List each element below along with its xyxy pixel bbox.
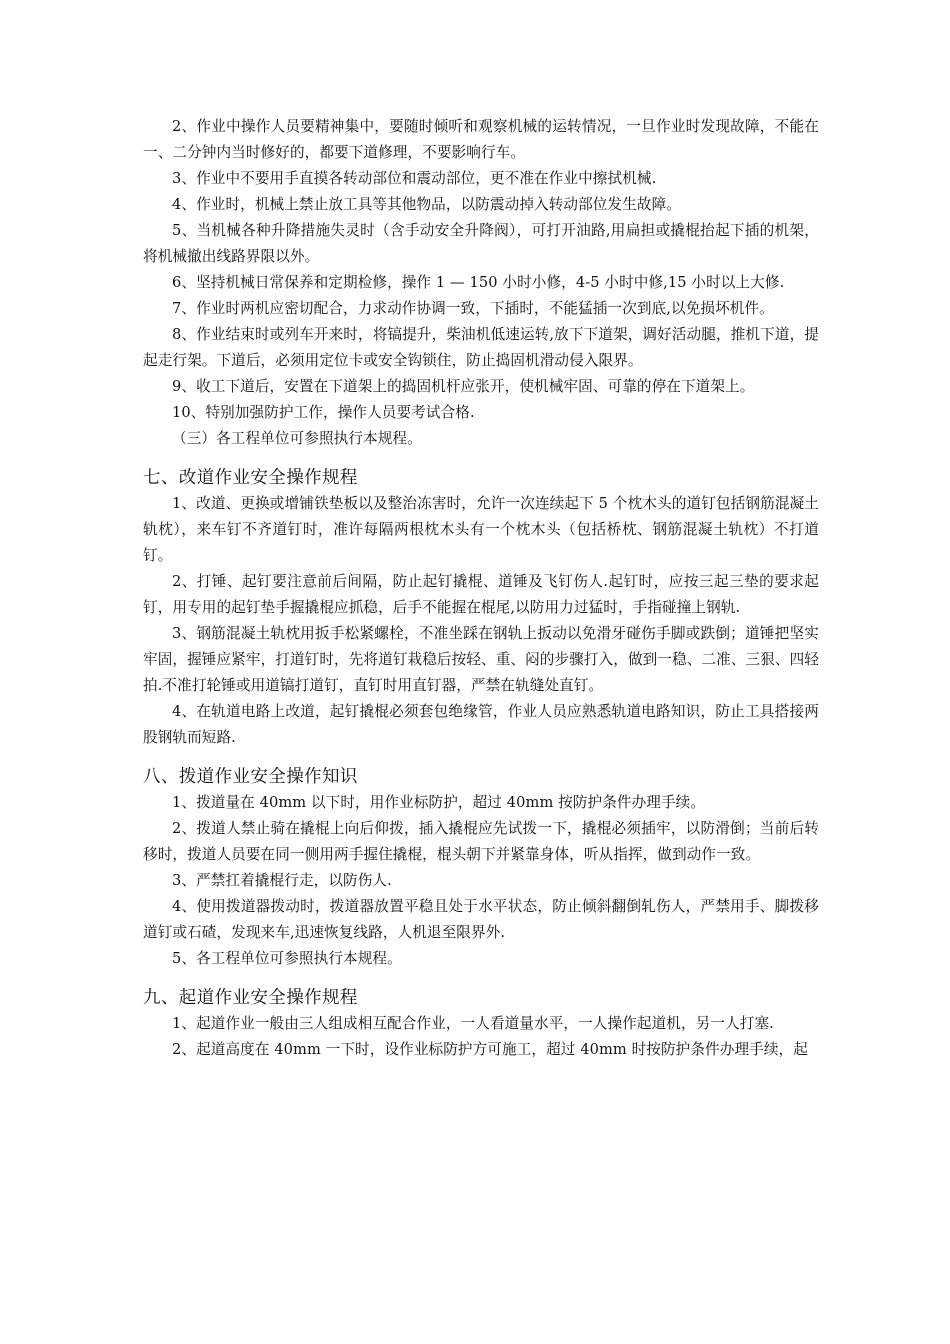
- intro-block: [143, 114, 819, 452]
- paragraph: 7、作业时两机应密切配合，力求动作协调一致，下插时，不能猛插一次到底,以免损坏机件。: [172, 300, 774, 317]
- section-heading: 八、拨道作业安全操作知识: [143, 767, 358, 787]
- section-heading: 七、改道作业安全操作规程: [143, 468, 358, 488]
- paragraph: 9、收工下道后，安置在下道架上的捣固机杆应张开，使机械牢固、可靠的停在下道架上。: [172, 378, 755, 395]
- paragraph: 4、作业时，机械上禁止放工具等其他物品，以防震动掉入转动部位发生故障。: [172, 196, 681, 213]
- paragraph: 10、特别加强防护工作，操作人员要考试合格.: [172, 404, 475, 421]
- paragraph: 5、当机械各种升降措施失灵时（含手动安全升降阀），可打开油路,用扁担或撬棍抬起下插的机架，将机械撤出线路界限以外。: [143, 222, 819, 265]
- paragraph: 3、作业中不要用手直摸各转动部位和震动部位，更不准在作业中擦拭机械.: [172, 170, 657, 187]
- paragraph: 3、严禁扛着撬棍行走，以防伤人.: [172, 872, 392, 889]
- paragraph: 2、作业中操作人员要精神集中，要随时倾听和观察机械的运转情况，一旦作业时发现故障，不能在一、二分钟内当时修好的，都要下道修理，不要影响行车。: [143, 118, 819, 161]
- paragraph: 5、各工程单位可参照执行本规程。: [172, 950, 402, 967]
- paragraph: 3、钢筋混凝土轨枕用扳手松紧螺栓，不准坐踩在钢轨上扳动以免滑牙碰伤手脚或跌倒；道锤把坚实牢固，握锤应紧牢，打道钉时，先将道钉栽稳后按轻、重、闷的步骤打入，做到一稳、二准、三狠、四轻拍.不准打轮锤或用道镐打道钉，直钉时用直钉器，严禁在轨缝处直钉。: [143, 625, 819, 694]
- paragraph: 2、拨道人禁止骑在撬棍上向后仰拨，插入撬棍应先试拨一下，撬棍必须插牢，以防滑倒；当前后转移时，拨道人员要在同一侧用两手握住撬棍，棍头朝下并紧靠身体，听从指挥，做到动作一致。: [143, 820, 819, 863]
- paragraph: 2、打锤、起钉要注意前后间隔，防止起钉撬棍、道锤及飞钉伤人.起钉时，应按三起三垫的要求起钉，用专用的起钉垫手握撬棍应抓稳，后手不能握在棍尾,以防用力过猛时，手指碰撞上钢轨.: [143, 573, 819, 616]
- paragraph: 4、使用拨道器拨动时，拨道器放置平稳且处于水平状态，防止倾斜翻倒轧伤人，严禁用手、脚拨移道钉或石碴，发现来车,迅速恢复线路，人机退至限界外.: [143, 898, 819, 941]
- paragraph: 1、改道、更换或增铺铁垫板以及整治冻害时，允许一次连续起下 5 个枕木头的道钉包括钢筋混凝土轨枕），来车钉不齐道钉时，准许每隔两根枕木头有一个枕木头（包括桥枕、钢筋混凝土轨枕）不打道钉。: [143, 495, 819, 564]
- section-8: [143, 764, 819, 972]
- paragraph: 1、起道作业一般由三人组成相互配合作业，一人看道量水平，一人操作起道机，另一人打塞.: [172, 1015, 774, 1032]
- section-7: [143, 465, 819, 751]
- section-9: [143, 985, 819, 1063]
- section-heading: 九、起道作业安全操作规程: [143, 988, 358, 1008]
- paragraph: （三）各工程单位可参照执行本规程。: [172, 430, 422, 447]
- paragraph: 2、起道高度在 40mm 一下时，设作业标防护方可施工，超过 40mm 时按防护条件办理手续，起: [172, 1041, 808, 1058]
- paragraph: 8、作业结束时或列车开来时，将镐提升，柴油机低速运转,放下下道架，调好活动腿，推机下道，提起走行架。下道后，必须用定位卡或安全钩锁住，防止捣固机滑动侵入限界。: [143, 326, 819, 369]
- paragraph: 1、拨道量在 40mm 以下时，用作业标防护，超过 40mm 按防护条件办理手续。: [172, 794, 706, 811]
- paragraph: 6、坚持机械日常保养和定期检修，操作 1 — 150 小时小修，4-5 小时中修,15 小时以上大修.: [172, 274, 785, 291]
- paragraph: 4、在轨道电路上改道，起钉撬棍必须套包绝缘管，作业人员应熟悉轨道电路知识，防止工具搭接两股钢轨而短路.: [143, 703, 819, 746]
- document-body: [143, 114, 819, 1063]
